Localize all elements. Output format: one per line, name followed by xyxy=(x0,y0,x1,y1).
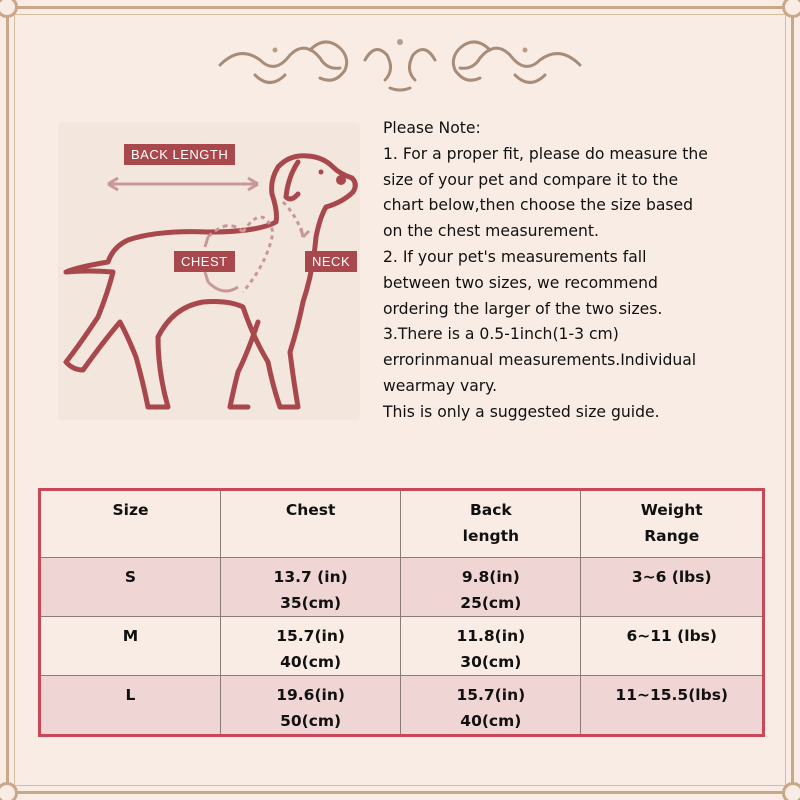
table-header-row xyxy=(40,490,764,558)
size-cell: L xyxy=(40,676,221,736)
note-line: wearmay vary. xyxy=(383,376,498,395)
header-back-length: Back length xyxy=(401,490,581,558)
note-line: between two sizes, we recommend xyxy=(383,273,658,292)
note-line: ordering the larger of the two sizes. xyxy=(383,299,663,318)
table-row xyxy=(40,676,764,736)
header-size: Size xyxy=(40,490,221,558)
back-length-label: BACK LENGTH xyxy=(124,144,235,165)
flourish-ornament-icon xyxy=(215,30,585,100)
note-line: errorinmanual measurements.Individual xyxy=(383,351,697,370)
chest-label: CHEST xyxy=(174,251,235,272)
header-weight-range: Weight Range xyxy=(581,490,764,558)
size-cell: M xyxy=(40,617,221,676)
weight-cell: 6~11 (lbs) xyxy=(581,617,764,676)
back-length-cell: 11.8(in) 30(cm) xyxy=(401,617,581,676)
back-length-cell: 9.8(in) 25(cm) xyxy=(401,558,581,617)
note-line: This is only a suggested size guide. xyxy=(383,402,660,421)
corner-ornament-bottom-right xyxy=(782,782,800,800)
size-cell: S xyxy=(40,558,221,617)
note-line: 3.There is a 0.5-1inch(1-3 cm) xyxy=(383,325,619,344)
note-line: size of your pet and compare it to the xyxy=(383,170,679,189)
note-line: chart below,then choose the size based xyxy=(383,196,694,215)
neck-label: NECK xyxy=(305,251,357,272)
table-row xyxy=(40,558,764,617)
note-heading: Please Note: xyxy=(383,119,481,137)
note-line: on the chest measurement. xyxy=(383,222,599,241)
chest-cell: 13.7 (in) 35(cm) xyxy=(221,558,401,617)
weight-cell: 3~6 (lbs) xyxy=(581,558,764,617)
weight-cell: 11~15.5(lbs) xyxy=(581,676,764,736)
note-line: 1. For a proper fit, please do measure the xyxy=(383,144,708,163)
size-chart-table xyxy=(38,488,765,737)
chest-cell: 19.6(in) 50(cm) xyxy=(221,676,401,736)
back-length-cell: 15.7(in) 40(cm) xyxy=(401,676,581,736)
size-note xyxy=(383,116,763,426)
note-line: 2. If your pet's measurements fall xyxy=(383,247,647,266)
dog-measurement-diagram xyxy=(58,122,360,420)
table-row xyxy=(40,617,764,676)
header-chest: Chest xyxy=(221,490,401,558)
chest-cell: 15.7(in) 40(cm) xyxy=(221,617,401,676)
